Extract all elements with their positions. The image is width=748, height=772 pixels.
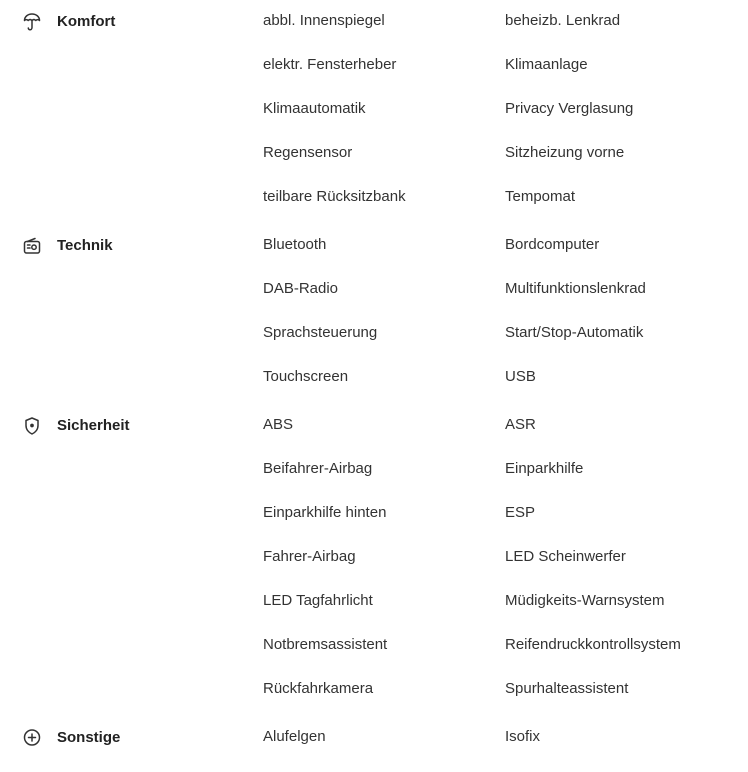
feature-item: Klimaautomatik xyxy=(263,100,366,117)
radio-icon xyxy=(22,236,42,256)
category-label: Technik xyxy=(57,237,113,254)
feature-item: Beifahrer-Airbag xyxy=(263,460,373,477)
feature-item: ABS xyxy=(263,416,294,433)
shield-icon xyxy=(22,416,42,436)
feature-item: elektr. Fensterheber xyxy=(263,56,397,73)
feature-item: Bordcomputer xyxy=(505,236,600,253)
feature-item: beheizb. Lenkrad xyxy=(505,12,621,29)
feature-item: Isofix xyxy=(505,728,541,745)
plus-circle-icon xyxy=(22,728,42,748)
feature-item: Spurhalteassistent xyxy=(505,680,629,697)
feature-item: Einparkhilfe hinten xyxy=(263,504,387,521)
feature-item: DAB-Radio xyxy=(263,280,339,297)
feature-item: Reifendruckkontrollsystem xyxy=(505,636,681,653)
feature-item: Sitzheizung vorne xyxy=(505,144,625,161)
feature-item: Rückfahrkamera xyxy=(263,680,374,697)
feature-item: Sprachsteuerung xyxy=(263,324,378,341)
feature-item: Notbremsassistent xyxy=(263,636,388,653)
category-label: Komfort xyxy=(57,13,116,30)
feature-item: Multifunktionslenkrad xyxy=(505,280,646,297)
category-label: Sonstige xyxy=(57,729,121,746)
feature-item: LED Tagfahrlicht xyxy=(263,592,373,609)
umbrella-icon xyxy=(22,12,42,32)
feature-item: teilbare Rücksitzbank xyxy=(263,188,406,205)
feature-item: Start/Stop-Automatik xyxy=(505,324,644,341)
feature-item: Regensensor xyxy=(263,144,353,161)
category-sicherheit xyxy=(22,416,130,460)
category-label: Sicherheit xyxy=(57,417,130,434)
feature-item: Fahrer-Airbag xyxy=(263,548,356,565)
feature-item: Müdigkeits-Warnsystem xyxy=(505,592,665,609)
feature-item: Alufelgen xyxy=(263,728,326,745)
feature-item: abbl. Innenspiegel xyxy=(263,12,385,29)
feature-item: Tempomat xyxy=(505,188,576,205)
feature-item: Einparkhilfe xyxy=(505,460,584,477)
feature-item: ASR xyxy=(505,416,536,433)
category-komfort xyxy=(22,12,116,56)
feature-item: Klimaanlage xyxy=(505,56,588,73)
category-technik xyxy=(22,236,113,280)
feature-item: Touchscreen xyxy=(263,368,349,385)
feature-item: Privacy Verglasung xyxy=(505,100,634,117)
category-sonstige xyxy=(22,728,121,772)
feature-item: ESP xyxy=(505,504,536,521)
feature-item: Bluetooth xyxy=(263,236,327,253)
feature-item: USB xyxy=(505,368,536,385)
feature-item: LED Scheinwerfer xyxy=(505,548,626,565)
